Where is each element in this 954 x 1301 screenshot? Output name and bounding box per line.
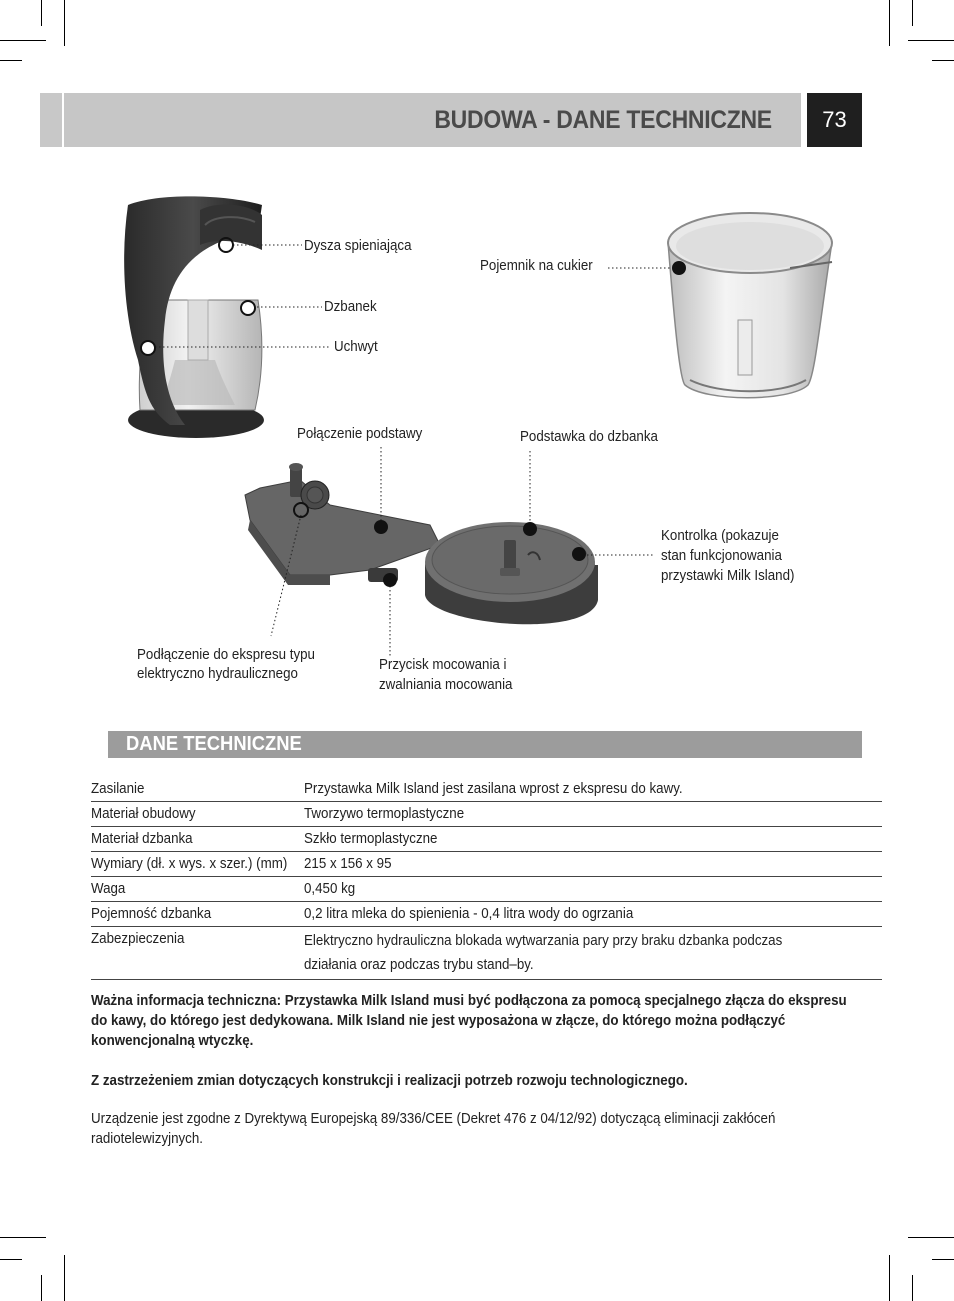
spec-key: Zabezpieczenia	[91, 931, 185, 947]
label-indicator-1: Kontrolka (pokazuje	[661, 528, 779, 544]
marker-button	[383, 573, 397, 587]
spec-key: Wymiary (dł. x wys. x szer.) (mm)	[91, 856, 288, 872]
base-illustration	[245, 463, 598, 624]
label-connection-2: elektryczno hydraulicznego	[137, 666, 298, 682]
marker-indicator	[572, 547, 586, 561]
label-sugar-container: Pojemnik na cukier	[480, 258, 593, 274]
frother-jug-illustration	[124, 196, 264, 438]
table-row	[91, 877, 882, 902]
compliance-note	[91, 1109, 862, 1149]
reservation-note-text: Z zastrzeżeniem zmian dotyczących konstrukcji i realizacji potrzeb rozwoju technologicznego.	[91, 1073, 688, 1089]
label-nozzle: Dysza spieniająca	[304, 238, 412, 254]
label-jug: Dzbanek	[324, 299, 377, 315]
spec-key: Materiał obudowy	[91, 806, 196, 822]
spec-value: Szkło termoplastyczne	[304, 831, 438, 847]
page-title: BUDOWA - DANE TECHNICZNE	[434, 106, 772, 134]
marker-jug-stand	[523, 522, 537, 536]
spec-value: Tworzywo termoplastyczne	[304, 806, 465, 822]
spec-value: 215 x 156 x 95	[304, 856, 392, 872]
marker-sugar	[672, 261, 686, 275]
important-note	[91, 991, 862, 1051]
important-note-text: Ważna informacja techniczna: Przystawka Milk Island musi być podłączona za pomocą specjalnego złącza do ekspresu do kawy, do którego jest dedykowana. Milk Island nie jest wyposażona w złącze, do którego można podłączyć konwencjonalną wtyczkę.	[91, 993, 847, 1049]
label-button-1: Przycisk mocowania i	[379, 657, 507, 673]
spec-key: Pojemność dzbanka	[91, 906, 212, 922]
spec-table	[91, 777, 882, 980]
table-row	[91, 827, 882, 852]
table-row	[91, 777, 882, 802]
label-button-2: zwalniania mocowania	[379, 677, 513, 693]
compliance-note-text: Urządzenie jest zgodne z Dyrektywą Europejską 89/336/CEE (Dekret 476 z 04/12/92) dotyczącą eliminacji zakłóceń radiotelewizyjnych.	[91, 1111, 776, 1147]
label-indicator-2: stan funkcjonowania	[661, 548, 782, 564]
reservation-note	[91, 1071, 862, 1091]
spec-value: 0,450 kg	[304, 881, 356, 897]
page-number: 73	[807, 93, 862, 147]
spec-key: Waga	[91, 881, 126, 897]
spec-key: Materiał dzbanka	[91, 831, 193, 847]
section-header	[108, 731, 862, 758]
spec-value: Elektryczno hydrauliczna blokada wytwarzania pary przy braku dzbanka podczas działania oraz podczas trybu stand–by.	[304, 933, 783, 973]
label-base-connection: Połączenie podstawy	[297, 426, 423, 442]
marker-handle	[141, 341, 155, 355]
label-handle: Uchwyt	[334, 339, 378, 355]
marker-jug	[241, 301, 255, 315]
sugar-container-illustration	[668, 213, 832, 398]
label-indicator-3: przystawki Milk Island)	[661, 568, 795, 584]
marker-base-connection	[374, 520, 388, 534]
spec-key: Zasilanie	[91, 781, 145, 797]
section-title: DANE TECHNICZNE	[126, 733, 302, 755]
label-connection-1: Podłączenie do ekspresu typu	[137, 647, 315, 663]
spec-value: 0,2 litra mleka do spienienia - 0,4 litra wody do ogrzania	[304, 906, 634, 922]
spec-value: Przystawka Milk Island jest zasilana wprost z ekspresu do kawy.	[304, 781, 683, 797]
table-row	[91, 927, 882, 980]
table-row	[91, 802, 882, 827]
table-row	[91, 902, 882, 927]
table-row	[91, 852, 882, 877]
label-jug-stand: Podstawka do dzbanka	[520, 429, 658, 445]
